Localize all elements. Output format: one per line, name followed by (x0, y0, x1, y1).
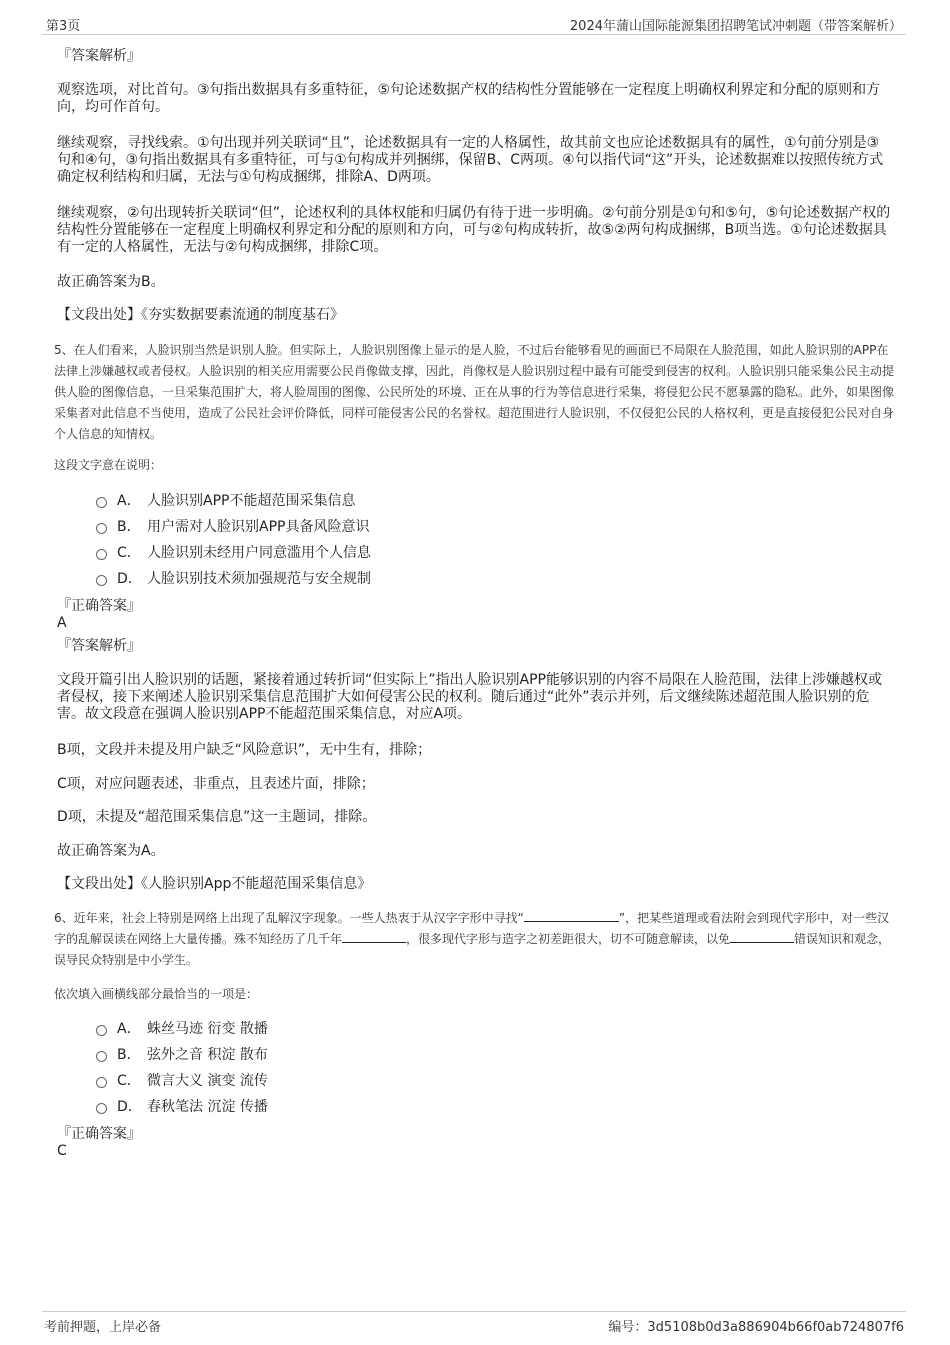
radio-icon[interactable] (96, 549, 107, 560)
document-title: 2024年蒲山国际能源集团招聘笔试冲刺题（带答案解析） (569, 19, 902, 34)
q4-conclusion: 故正确答案为B。 (57, 274, 165, 290)
page-header (42, 12, 906, 35)
option-letter: C． (117, 1073, 141, 1089)
fill-blank (524, 909, 619, 922)
radio-icon[interactable] (96, 1025, 107, 1036)
q6-answer-label: 『正确答案』 (57, 1126, 141, 1142)
radio-icon[interactable] (96, 497, 107, 508)
q6-option-a[interactable] (96, 1020, 268, 1038)
q5-analysis-para2: B项，文段并未提及用户缺乏“风险意识”，无中生有，排除； (57, 742, 432, 758)
q6-stem (54, 908, 896, 971)
q5-option-c[interactable] (96, 544, 371, 562)
q5-analysis-label: 『答案解析』 (57, 638, 141, 654)
q6-prompt: 依次填入画横线部分最恰当的一项是： (54, 987, 259, 1001)
document-code: 编号：3d5108b0d3a886904b66f0ab724807f6 (608, 1320, 904, 1335)
option-letter: A． (117, 493, 141, 509)
radio-icon[interactable] (96, 1103, 107, 1114)
q5-analysis-para3: C项，对应问题表述，非重点，且表述片面，排除； (57, 776, 375, 792)
q6-stem-part: 6、近年来，社会上特别是网络上出现了乱解汉字现象。一些人热衷于从汉字字形中寻找“ (54, 911, 524, 925)
q6-option-c[interactable] (96, 1072, 268, 1090)
option-letter: B． (117, 519, 141, 535)
q5-stem: 5、在人们看来，人脸识别当然是识别人脸。但实际上，人脸识别图像上显示的是人脸，不过后台能够看见的画面已不局限在人脸范围，如此人脸识别的APP在法律上涉嫌越权或者侵权。人脸识别的相关应用需要公民肖像做支撑，因此，肖像权是人脸识别过程中最有可能受到侵害的权利。人脸识别只能采集公民主动提供人脸的图像信息，一旦采集范围扩大，将人脸周围的图像、公民所处的环境、正在从事的行为等信息进行采集，将侵犯公民不愿暴露的隐私。此外，如果图像采集者对此信息不当使用，造成了公民社会评价降低，同样可能侵害公民的名誉权。超范围进行人脸识别，不仅侵犯公民的人格权利，更是直接侵犯公民对自身个人信息的知情权。 (54, 343, 895, 441)
q4-source: 【文段出处】《夯实数据要素流通的制度基石》 (57, 307, 344, 323)
option-letter: B． (117, 1047, 141, 1063)
q4-analysis-para3: 继续观察，②句出现转折关联词“但”，论述权利的具体权能和归属仍有待于进一步明确。②句前分别是①句和⑤句，⑤句论述数据产权的结构性分置能够在一定程度上明确权利界定和分配的原则和方向，可与②句构成转折，故⑤②两句构成捆绑，B项当选。①句论述数据具有一定的人格属性，无法与②句构成捆绑，排除C项。 (57, 205, 891, 255)
radio-icon[interactable] (96, 1077, 107, 1088)
option-letter: D． (117, 571, 142, 587)
q6-stem-part: ”，把某些道理或看法附会到现代字形 (618, 911, 818, 925)
fill-blank (342, 930, 406, 943)
option-text: 人脸识别APP不能超范围采集信息 (147, 493, 356, 509)
option-letter: D． (117, 1099, 142, 1115)
q5-option-a[interactable] (96, 492, 355, 510)
q6-option-b[interactable] (96, 1046, 268, 1064)
page-number: 第3页 (46, 19, 81, 34)
q4-analysis-para2: 继续观察，寻找线索。①句出现并列关联词“且”，论述数据具有一定的人格属性，故其前文也应论述数据具有的属性，①句前分别是③句和④句，③句指出数据具有多重特征，可与①句构成并列捆绑，保留B、C两项。④句以指代词“这”开头，论述数据难以按照传统方式确定权利结构和归属，无法与①句构成捆绑，排除A、D两项。 (57, 135, 884, 185)
q5-answer: A (57, 615, 67, 631)
option-letter: A． (117, 1021, 141, 1037)
option-text: 人脸识别未经用户同意滥用个人信息 (147, 545, 371, 561)
option-letter: C． (117, 545, 141, 561)
q4-analysis-label: 『答案解析』 (57, 48, 141, 64)
option-text: 春秋笔法 沉淀 传播 (147, 1099, 268, 1115)
q5-conclusion: 故正确答案为A。 (57, 843, 165, 859)
radio-icon[interactable] (96, 1051, 107, 1062)
option-text: 人脸识别技术须加强规范与安全规制 (147, 571, 371, 587)
q5-analysis-para4: D项，未提及“超范围采集信息”这一主题词，排除。 (57, 809, 377, 825)
fill-blank (730, 930, 794, 943)
radio-icon[interactable] (96, 523, 107, 534)
option-text: 微言大义 演变 流传 (147, 1073, 268, 1089)
q5-answer-label: 『正确答案』 (57, 598, 141, 614)
q6-stem-part: 中，对一些汉字的乱解误读在网络上大量传播。殊不知经历了几千年 (54, 911, 890, 946)
q5-prompt: 这段文字意在说明： (54, 458, 163, 472)
option-text: 蛛丝马迹 衍变 散播 (147, 1021, 268, 1037)
footer-slogan: 考前押题，上岸必备 (44, 1320, 162, 1335)
q6-stem-part: ，很多现代字形与造字之初差距很大，切不可随意解读，以免 (406, 932, 731, 946)
option-text: 用户需对人脸识别APP具备风险意识 (147, 519, 370, 535)
q4-analysis-para1: 观察选项，对比首句。③句指出数据具有多重特征，⑤句论述数据产权的结构性分置能够在一定程度上明确权利界定和分配的原则和方向，均可作首句。 (57, 82, 881, 115)
q6-answer: C (57, 1143, 67, 1159)
radio-icon[interactable] (96, 575, 107, 586)
q6-stem-part: 错误知识和观念，误导民众特别是中小学生。 (54, 932, 891, 967)
q5-option-b[interactable] (96, 518, 369, 536)
q5-source: 【文段出处】《人脸识别App不能超范围采集信息》 (57, 876, 372, 892)
q5-option-d[interactable] (96, 570, 371, 588)
page-footer (42, 1311, 906, 1336)
q5-analysis-para1: 文段开篇引出人脸识别的话题，紧接着通过转折词“但实际上”指出人脸识别APP能够识别的内容不局限在人脸范围，法律上涉嫌越权或者侵权，接下来阐述人脸识别采集信息范围扩大如何侵害公民的权利。随后通过“此外”表示并列，后文继续陈述超范围人脸识别的危害。故文段意在强调人脸识别APP不能超范围采集信息，对应A项。 (57, 672, 882, 722)
q6-option-d[interactable] (96, 1098, 268, 1116)
option-text: 弦外之音 积淀 散布 (147, 1047, 268, 1063)
